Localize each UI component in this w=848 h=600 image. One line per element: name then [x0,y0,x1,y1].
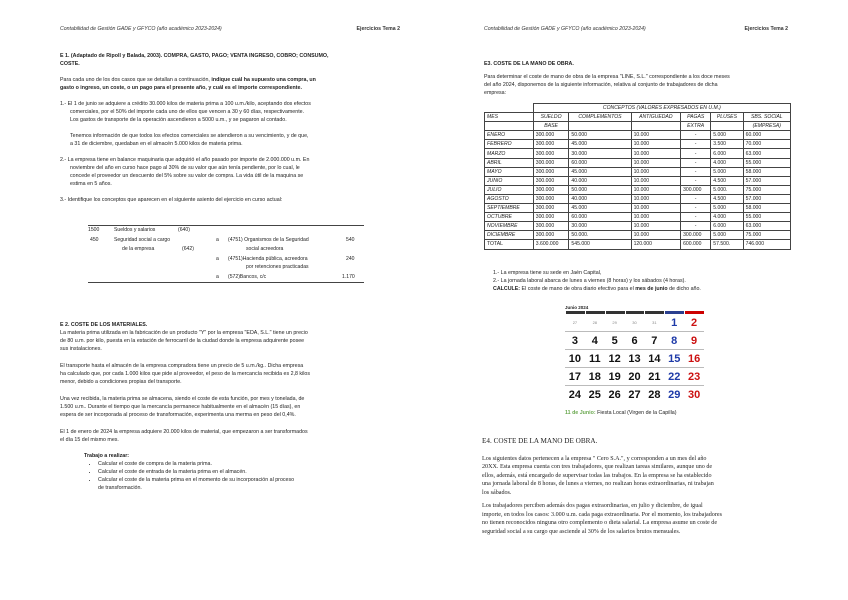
value-cell: 45.000 [569,140,631,149]
value-cell: 10.000 [631,176,681,185]
month-cell: NOVIEMBRE [485,222,534,231]
e2-title: E 2. COSTE DE LOS MATERIALES. [60,322,148,328]
value-cell: 3.500 [711,140,743,149]
cal-day: 30 [632,320,637,325]
cal-day: 31 [652,320,657,325]
value-cell: 6.000 [711,222,743,231]
value-cell: 30.000 [569,222,631,231]
value-cell: 300.000 [533,158,569,167]
e2-p2-l2: ha calculado que, por cada 1.000 kilos que pide al proveedor, el peso de la mercancía recibida es 2,8 kilos [60,371,310,377]
table-row [485,194,791,203]
value-cell: 5.000 [711,167,743,176]
month-cell: MARZO [485,149,534,158]
e4-p1-l4: una jornada laboral de 8 horas, de lunes a viernes, no realizan horas extraordinarias, ni trabajan [482,481,714,487]
cal-day: 5 [611,334,618,347]
cal-day: 25 [588,388,601,401]
entry-240: 240 [346,255,355,262]
col-pagas: PAGAS [681,113,711,122]
col-pagas-2: EXTRA [681,122,711,131]
entry-ss: Seguridad social a cargo [114,237,171,243]
cal-day: 9 [691,334,698,347]
value-cell: 300.000 [533,176,569,185]
e4-p2-l4: seguridad social a su cargo que asciende al 30% de los salarios brutos mensuales. [482,528,681,535]
e4-title: E4. COSTE DE LA MANO DE OBRA. [482,437,598,445]
left-header [60,26,400,32]
exercise-1 [60,52,372,204]
value-cell: 3.600.000 [533,240,569,249]
col-pluses-2 [711,122,743,131]
e1-item2-l3: concede el proveedor un descuento del 5% sobre su valor de compra. La vida útil de la maquina se [70,173,304,179]
value-cell: 60.000 [569,213,631,222]
value-cell: 10.000 [631,204,681,213]
value-cell: 6.000 [711,149,743,158]
value-cell: 600.000 [681,240,711,249]
cal-day: 13 [628,352,641,365]
e2-p2-l3: menor, debido a condiciones propias del transporte. [60,379,182,385]
value-cell: 40.000 [569,194,631,203]
value-cell: 55.000 [743,213,790,222]
e1-item1b-l1: Tenemos información de que todos los efectos comerciales se atendieron a su vencimiento, y de que, [70,133,309,139]
e2-p1-l3: sus instalaciones. [60,346,102,352]
value-cell: 300.000 [533,222,569,231]
value-cell: 5.000 [711,204,743,213]
e4-p1-l2: 20XX. Esta empresa cuenta con tres trabajadores, que realizan tareas similares, aunque uno de [482,464,713,470]
value-cell: 40.000 [569,176,631,185]
e1-intro: Para cada uno de los dos casos que se detallan a continuación, indique cuál ha supuesto una compra, un [60,77,316,83]
col-mes: MES [485,113,534,122]
entry-a-3: a [216,274,219,280]
month-cell: JULIO [485,185,534,194]
value-cell: - [681,222,711,231]
table-row [485,185,791,194]
cal-day: 16 [687,352,701,365]
cal-day: 14 [648,352,661,365]
value-cell: 300.000 [681,231,711,240]
entry-sueldos: Sueldos y salarios [114,227,156,233]
value-cell: 45.000 [569,167,631,176]
value-cell: 10.000 [631,140,681,149]
e1-intro-2: gasto o ingreso, un coste, o un pago para el presente año, y cuál es el importe correspondiente. [60,85,302,91]
cal-day: 7 [651,334,658,347]
month-cell: FEBRERO [485,140,534,149]
value-cell: 300.000 [533,149,569,158]
e2-p1-l1: La materia prima utilizada en la fabricación de un producto "Y" por la empresa "EDA, S.L." tiene un precio [60,330,308,336]
calendar-week-4 [565,386,704,403]
value-cell: 70.000 [743,140,790,149]
e1-item2-l2: noviembre del año en curso hace pago al 30% de su valor que aún tenía pendiente, por lo cual, le [70,165,300,171]
col-sueldo-2: BASE [533,122,569,131]
e2-p3-l2: 1.500 u.m.. Durante el tiempo que la mercancía permanece habitualmente en el almacén (15 días), en [60,404,301,410]
value-cell: 60.000 [743,131,790,140]
value-cell: - [681,131,711,140]
value-cell: 300.000 [533,204,569,213]
e2-task-1: • Calcular el coste de compra de la materia prima. [98,460,372,468]
exercise-3 [484,60,794,97]
right-header-course: Contabilidad de Gestión GADE y GFYCO (año académico 2023-2024) [484,26,646,32]
entry-a-1: a [216,237,219,243]
value-cell: 60.000 [569,158,631,167]
value-cell: - [681,140,711,149]
left-header-course: Contabilidad de Gestión GADE y GFYCO (año académico 2023-2024) [60,26,222,32]
entry-retenciones: por retenciones practicadas [246,264,309,270]
value-cell: 50.000. [569,231,631,240]
e2-task-3: • Calcular el coste de la materia prima en el momento de su incorporación al proceso de transformación. [98,476,372,492]
calendar-week-1 [565,332,704,350]
value-cell: 58.000 [743,167,790,176]
value-cell: - [681,149,711,158]
table-group-header: CONCEPTOS (VALORES EXPRESADOS EN U.M.) [533,104,790,113]
e4-p1-l5: los sábados. [482,489,512,496]
table-row [485,140,791,149]
value-cell: 57.000 [743,176,790,185]
calendar-week-0 [565,314,704,332]
table-row [485,167,791,176]
month-cell: SEPTIEMBRE [485,204,534,213]
e3-notes [493,269,793,293]
cal-day: 24 [568,388,582,401]
exercise-2 [60,321,372,492]
col-antiguedad-2 [631,122,681,131]
value-cell: 4.500 [711,176,743,185]
e4-p1-l1: Los siguientes datos pertenecen a la empresa " Cero S.A.", y corresponden a un mes del año [482,455,707,462]
value-cell: 10.000 [631,194,681,203]
table-row [485,231,791,240]
cal-day: 3 [571,334,578,347]
cal-day: 29 [668,388,681,401]
month-cell: ENERO [485,131,534,140]
value-cell: - [681,213,711,222]
col-complementos: COMPLEMENTOS [569,113,631,122]
col-ss: SBS. SOCIAL [743,113,790,122]
cal-day: 18 [588,370,601,383]
cal-day: 30 [687,388,701,401]
e2-task-list [60,460,372,492]
table-row [485,176,791,185]
right-header-topic: Ejercicios Tema 2 [744,26,788,32]
value-cell: 57.000 [743,194,790,203]
cal-day: 11 [588,352,601,365]
e2-task-2: • Calcular el coste de entrada de la materia prima en el almacén. [98,468,372,476]
e3-l3: empresa: [484,90,507,96]
value-cell: 746.000 [743,240,790,249]
value-cell: 10.000 [631,213,681,222]
entry-1170: 1.170 [342,274,355,280]
value-cell: 75.000 [743,185,790,194]
calendar-title: Junio 2024 [565,305,589,310]
e3-l2: del año 2024, disponemos de la siguiente información, relativa al conjunto de trabajadores de dicha [484,82,718,88]
table-row [485,204,791,213]
e1-item1: 1.- El 1 de junio se adquiere a crédito 30.000 kilos de materia prima a 100 u.m./kilo, aceptando dos efectos [60,101,311,107]
entry-amount-1500: 1500 [88,227,100,233]
e2-p3-l3: espera de ser incorporada al proceso de transformación, experimenta una merma en peso del 0,4%. [60,412,296,418]
e2-p4-l1: El 1 de enero de 2024 la empresa adquiere 20.000 kilos de material, que empezaron a ser transformados [60,429,308,435]
entry-540: 540 [346,237,355,243]
calendar-week-3 [565,368,704,386]
cal-day: 26 [608,388,621,401]
e4-p1-l3: ellos, además, está encargado de supervisar todas las trabajos. En la empresa se ha establecido [482,472,712,479]
col-sueldo: SUELDO [533,113,569,122]
cal-day: 2 [691,316,698,329]
cal-day: 23 [687,370,701,383]
e1-item1-l3: Los gastos de transporte de la operación ascendieron a 5000 u.m., y se pagaron al contado. [70,117,287,123]
value-cell: 300.000 [533,213,569,222]
table-row [485,131,791,140]
month-cell: AGOSTO [485,194,534,203]
cal-day: 28 [592,320,598,325]
entry-640: (640) [178,227,190,233]
exercise-4 [482,437,792,536]
col-antiguedad: ANTIGUEDAD [631,113,681,122]
cal-day: 19 [608,370,621,383]
e1-title-cont: COSTE. [60,61,80,67]
right-page [424,0,848,600]
col-pluses: PLUSES [711,113,743,122]
e2-p3-l1: Una vez recibida, la materia prima se almacena, siendo el coste de esta función, por mes y tonelada, de [60,396,305,402]
value-cell: 63.000 [743,149,790,158]
e2-todo-heading: Trabajo a realizar: [84,453,130,459]
cal-day: 17 [568,370,582,383]
entry-4751: (4751) Organismos de la Seguridad [228,237,309,243]
entry-bancos: (572)Bancos, c/c [228,274,267,280]
value-cell: 75.000 [743,231,790,240]
value-cell: 545.000 [569,240,631,249]
value-cell: 57.500. [711,240,743,249]
cal-day: 27 [628,388,641,401]
value-cell: 10.000 [631,158,681,167]
value-cell: 50.000 [569,131,631,140]
entry-a-2: a [216,255,219,262]
value-cell: 300.000 [533,194,569,203]
e4-p2-l3: no tienen reconocidos ninguna otro complemento o dieta salarial. La empresa asume un coste de [482,520,718,526]
month-cell: OCTUBRE [485,213,534,222]
cal-day: 8 [671,334,678,347]
cal-day: 27 [572,320,578,325]
table-row [485,158,791,167]
entry-642: (642) [182,245,194,252]
e3-calc: CALCULE: El coste de mano de obra diario efectivo para el mes de junio de dicho año. [493,286,701,292]
value-cell: 55.000 [743,158,790,167]
value-cell: 5.000 [711,231,743,240]
entry-hacienda: (4751)Hacienda pública, acreedora [228,255,308,262]
value-cell: 50.000 [569,185,631,194]
e1-title: E 1. (Adaptado de Ripoll y Balada, 2003). COMPRA, GASTO, PAGO; VENTA INGRESO, COBRO; CONSUMO, [60,53,329,59]
e2-p2-l1: El transporte hasta el almacén de la empresa compradora tiene un precio de 5 u.m./kg.. Dicha empresa [60,363,304,369]
value-cell: 300.000 [533,131,569,140]
cal-day: 6 [631,334,638,347]
e1-item1-l2: comerciales, por el 50% del importe cada uno de ellos que vencen a 30 y 60 días, respectivamente. [70,109,305,115]
cal-day: 22 [668,370,681,383]
cal-day: 1 [671,316,678,329]
calendar-week-2 [565,350,704,368]
value-cell: 10.000 [631,185,681,194]
cal-day: 15 [668,352,681,365]
june-calendar [565,305,704,405]
value-cell: - [681,204,711,213]
month-cell: ABRIL [485,158,534,167]
entry-social-acreedora: social acreedora [246,245,284,252]
month-cell: DICIEMBRE [485,231,534,240]
table-row [485,222,791,231]
value-cell: 120.000 [631,240,681,249]
e3-title: E3. COSTE DE LA MANO DE OBRA. [484,61,574,67]
cal-day: 29 [612,320,617,325]
value-cell: 300.000 [533,140,569,149]
month-cell: TOTAL [485,240,534,249]
value-cell: 10.000 [631,131,681,140]
entry-de-la-empresa: de la empresa [122,245,155,252]
labor-cost-table [484,103,791,250]
calendar-weekday-bar [565,311,704,314]
value-cell: 300.000 [533,231,569,240]
holiday-note: 11 de Junio: Fiesta Local (Virgen de la Capilla) [565,410,677,416]
value-cell: 4.500 [711,194,743,203]
value-cell: - [681,176,711,185]
value-cell: 300.000 [681,185,711,194]
col-complementos-2 [569,122,631,131]
e2-p4-l2: el día 15 del mismo mes. [60,437,119,443]
calendar-header [565,305,704,310]
cal-day: 21 [648,370,661,383]
cal-day: 10 [568,352,582,365]
col-ss-2: (EMPRESA) [743,122,790,131]
month-cell: MAYO [485,167,534,176]
value-cell: 63.000 [743,222,790,231]
e4-p2-l2: importe, en todos los casos: 3.000 u.m. cada paga extraordinaria. Por el momento, los trabajadores [482,511,722,518]
month-cell: JUNIO [485,176,534,185]
value-cell: 30.000 [569,149,631,158]
cal-day: 28 [648,388,661,401]
e1-item1b-l2: a 31 de diciembre, quedaban en el almacén 5.000 kilos de materia prima. [70,141,243,147]
e2-p1-l2: de 80 u.m. por kilo, puesta en la estación de ferrocarril de la ciudad donde la empresa adquirente posee [60,338,305,344]
right-header [484,26,788,32]
e4-p2-l1: Los trabajadores perciben además dos pagas extraordinarias, en julio y diciembre, de igual [482,503,703,509]
entry-amount-450: 450 [90,237,99,243]
value-cell: 10.000 [631,231,681,240]
value-cell: - [681,167,711,176]
left-header-topic: Ejercicios Tema 2 [356,26,400,32]
value-cell: 58.000 [743,204,790,213]
value-cell: 10.000 [631,149,681,158]
e1-item2: 2.- La empresa tiene en balance maquinaria que adquirió el año pasado por importe de 2.000.000 u.m. En [60,157,310,163]
table-row [485,213,791,222]
cal-day: 4 [591,334,598,347]
e1-item2-l4: estima en 5 años. [70,181,112,187]
journal-entry [88,225,364,283]
e3-note-2: 2.- La jornada laboral abarca de lunes a viernes (8 horas) y los sábados (4 horas). [493,278,686,284]
e3-l1: Para determinar el coste de mano de obra de la empresa "LINE, S.L." correspondiente a los doce meses [484,74,730,80]
value-cell: 4.000 [711,158,743,167]
value-cell: 10.000 [631,222,681,231]
value-cell: - [681,194,711,203]
e3-note-1: 1.- La empresa tiene su sede en Jaén Capital, [493,270,602,276]
value-cell: 5.000. [711,185,743,194]
e1-item3: 3.- Identifique los conceptos que aparecen en el siguiente asiento del ejercicio en curso actual: [60,197,283,203]
cal-day: 20 [628,370,641,383]
value-cell: - [681,158,711,167]
value-cell: 300.000 [533,167,569,176]
cal-day: 12 [608,352,621,365]
table-body [485,131,791,249]
value-cell: 5.000 [711,131,743,140]
value-cell: 10.000 [631,167,681,176]
value-cell: 45.000 [569,204,631,213]
value-cell: 300.000 [533,185,569,194]
table-row [485,149,791,158]
table-row [485,240,791,249]
value-cell: 4.000 [711,213,743,222]
